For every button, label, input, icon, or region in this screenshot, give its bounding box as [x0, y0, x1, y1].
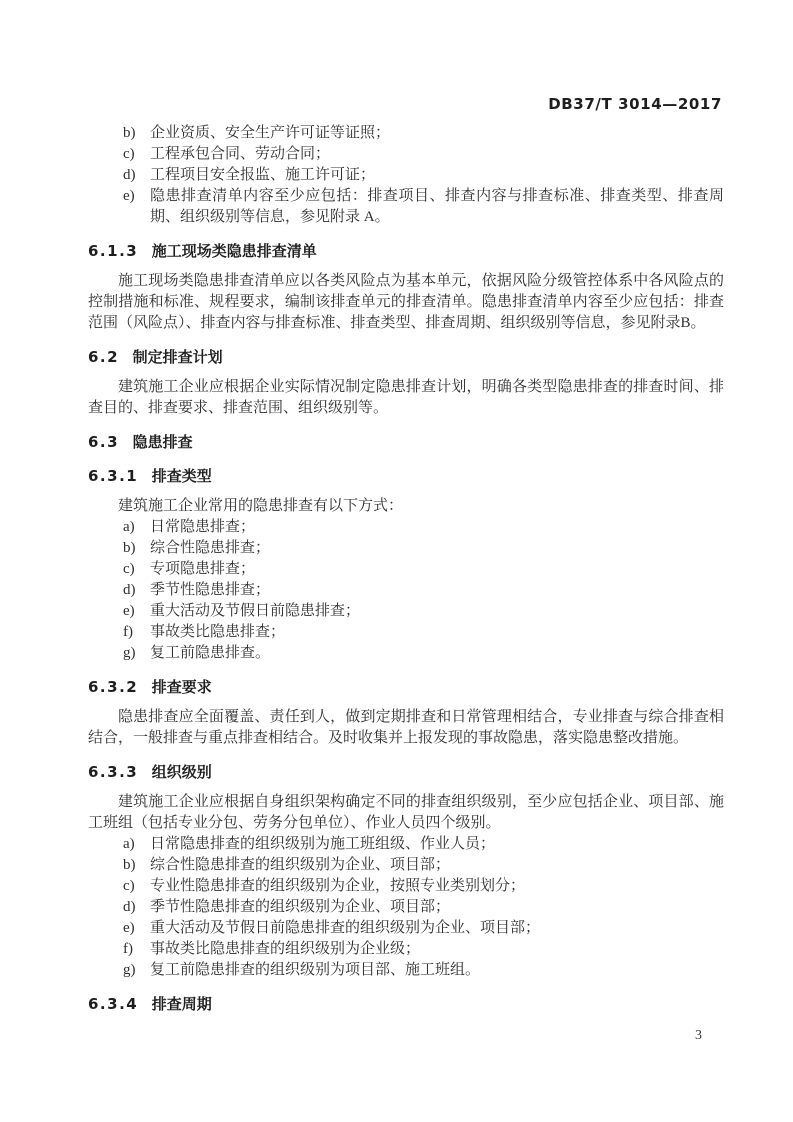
list-item-marker: f) [123, 624, 133, 640]
list-item-marker: f) [123, 941, 133, 957]
section-title: 隐患排查 [132, 433, 193, 451]
list-item-text: 专项隐患排查； [150, 561, 256, 577]
list-item-marker: d) [123, 582, 136, 598]
section-number: 6.3.2 [88, 678, 139, 696]
list-item-marker: d) [123, 167, 136, 183]
list-item-marker: b) [123, 857, 136, 873]
list-item-text: 工程项目安全报监、施工许可证； [150, 167, 376, 183]
section-title: 排查类型 [151, 467, 212, 485]
list-item [123, 601, 724, 622]
list-item-text: 复工前隐患排查。 [150, 645, 271, 661]
list-item-text: 事故类比隐患排查； [150, 624, 286, 640]
list-item-text: 事故类比隐患排查的组织级别为企业级； [150, 941, 421, 957]
section-heading-6-3 [88, 432, 724, 453]
list-item-marker: e) [123, 188, 135, 204]
list-item [123, 186, 724, 228]
list-item-marker: a) [123, 519, 135, 535]
list-item [123, 144, 724, 165]
list-item-text: 综合性隐患排查； [150, 540, 271, 556]
list-item [123, 123, 724, 144]
list-item-text: 工程承包合同、劳动合同； [150, 146, 331, 162]
section-paragraph-6-3-2: 隐患排查应全面覆盖、责任到人，做到定期排查和日常管理相结合，专业排查与综合排查相结合，一般排查与重点排查相结合。及时收集并上报发现的事故隐患，落实隐患整改措施。 [88, 709, 724, 746]
page-header [88, 95, 722, 113]
list-item-text: 重大活动及节假日前隐患排查； [150, 603, 361, 619]
list-item-marker: e) [123, 920, 135, 936]
section-lead-6-3-3: 建筑施工企业应根据自身组织架构确定不同的排查组织级别，至少应包括企业、项目部、施工班组（包括专业分包、劳务分包单位）、作业人员四个级别。 [88, 794, 724, 831]
list-item [123, 517, 724, 538]
list-item [123, 897, 724, 918]
section-number: 6.3 [88, 433, 120, 451]
list-item-marker: e) [123, 603, 135, 619]
section-heading-6-3-1 [88, 466, 724, 487]
list-item-text: 专业性隐患排查的组织级别为企业，按照专业类别划分； [150, 878, 526, 894]
document-content [88, 123, 724, 1024]
list-item-text: 综合性隐患排查的组织级别为企业、项目部； [150, 857, 451, 873]
list-item-text: 日常隐患排查； [150, 519, 256, 535]
list-item [123, 622, 724, 643]
section-number: 6.3.3 [88, 763, 139, 781]
section-paragraph-6-1-3: 施工现场类隐患排查清单应以各类风险点为基本单元，依据风险分级管控体系中各风险点的控制措施和标准、规程要求，编制该排查单元的排查清单。隐患排查清单内容至少应包括：排查范围（风险点）、排查内容与排查标准、排查类型、排查周期、组织级别等信息，参见附录B。 [88, 273, 724, 331]
section-title: 排查周期 [151, 995, 212, 1013]
section-title: 施工现场类隐患排查清单 [151, 242, 317, 260]
section-heading-6-3-3 [88, 762, 724, 783]
section-lead-6-3-1: 建筑施工企业常用的隐患排查有以下方式： [118, 498, 404, 514]
list-item-marker: a) [123, 836, 135, 852]
list-item [123, 918, 724, 939]
section-title: 制定排查计划 [132, 348, 223, 366]
list-item-marker: b) [123, 125, 136, 141]
list-item-marker: c) [123, 878, 135, 894]
list-item-text: 季节性隐患排查； [150, 582, 271, 598]
list-item [123, 876, 724, 897]
section-number: 6.3.1 [88, 467, 139, 485]
list-item-text: 隐患排查清单内容至少应包括：排查项目、排查内容与排查标准、排查类型、排查周期、组织级别等信息，参见附录 A。 [150, 188, 724, 225]
section-number: 6.3.4 [88, 995, 139, 1013]
section-heading-6-1-3 [88, 241, 724, 262]
list-item [123, 538, 724, 559]
list-item [123, 939, 724, 960]
list-item [123, 855, 724, 876]
section-title: 组织级别 [151, 763, 212, 781]
section-number: 6.1.3 [88, 242, 139, 260]
list-item-text: 企业资质、安全生产许可证等证照； [150, 125, 391, 141]
section-heading-6-3-4 [88, 994, 724, 1015]
list-item [123, 559, 724, 580]
list-item-marker: g) [123, 645, 136, 661]
list-item-marker: d) [123, 899, 136, 915]
list-item [123, 834, 724, 855]
list-item-text: 重大活动及节假日前隐患排查的组织级别为企业、项目部； [150, 920, 541, 936]
section-number: 6.2 [88, 348, 120, 366]
list-item-text: 复工前隐患排查的组织级别为项目部、施工班组。 [150, 962, 481, 978]
organization-level-list [88, 834, 724, 981]
list-item [123, 960, 724, 981]
list-item-marker: c) [123, 146, 135, 162]
page-number: 3 [695, 1028, 702, 1043]
list-item-marker: b) [123, 540, 136, 556]
list-item-text: 季节性隐患排查的组织级别为企业、项目部； [150, 899, 451, 915]
inspection-type-list [88, 517, 724, 664]
section-paragraph-6-2: 建筑施工企业应根据企业实际情况制定隐患排查计划，明确各类型隐患排查的排查时间、排查目的、排查要求、排查范围、组织级别等。 [88, 379, 724, 416]
section-heading-6-2 [88, 347, 724, 368]
list-item-marker: c) [123, 561, 135, 577]
list-continuation [88, 123, 724, 228]
list-item [123, 165, 724, 186]
section-title: 排查要求 [151, 678, 212, 696]
section-heading-6-3-2 [88, 677, 724, 698]
standard-code: DB37/T 3014—2017 [548, 95, 722, 113]
list-item-text: 日常隐患排查的组织级别为施工班组级、作业人员； [150, 836, 496, 852]
list-item-marker: g) [123, 962, 136, 978]
list-item [123, 643, 724, 664]
list-item [123, 580, 724, 601]
page-footer [695, 1028, 702, 1044]
